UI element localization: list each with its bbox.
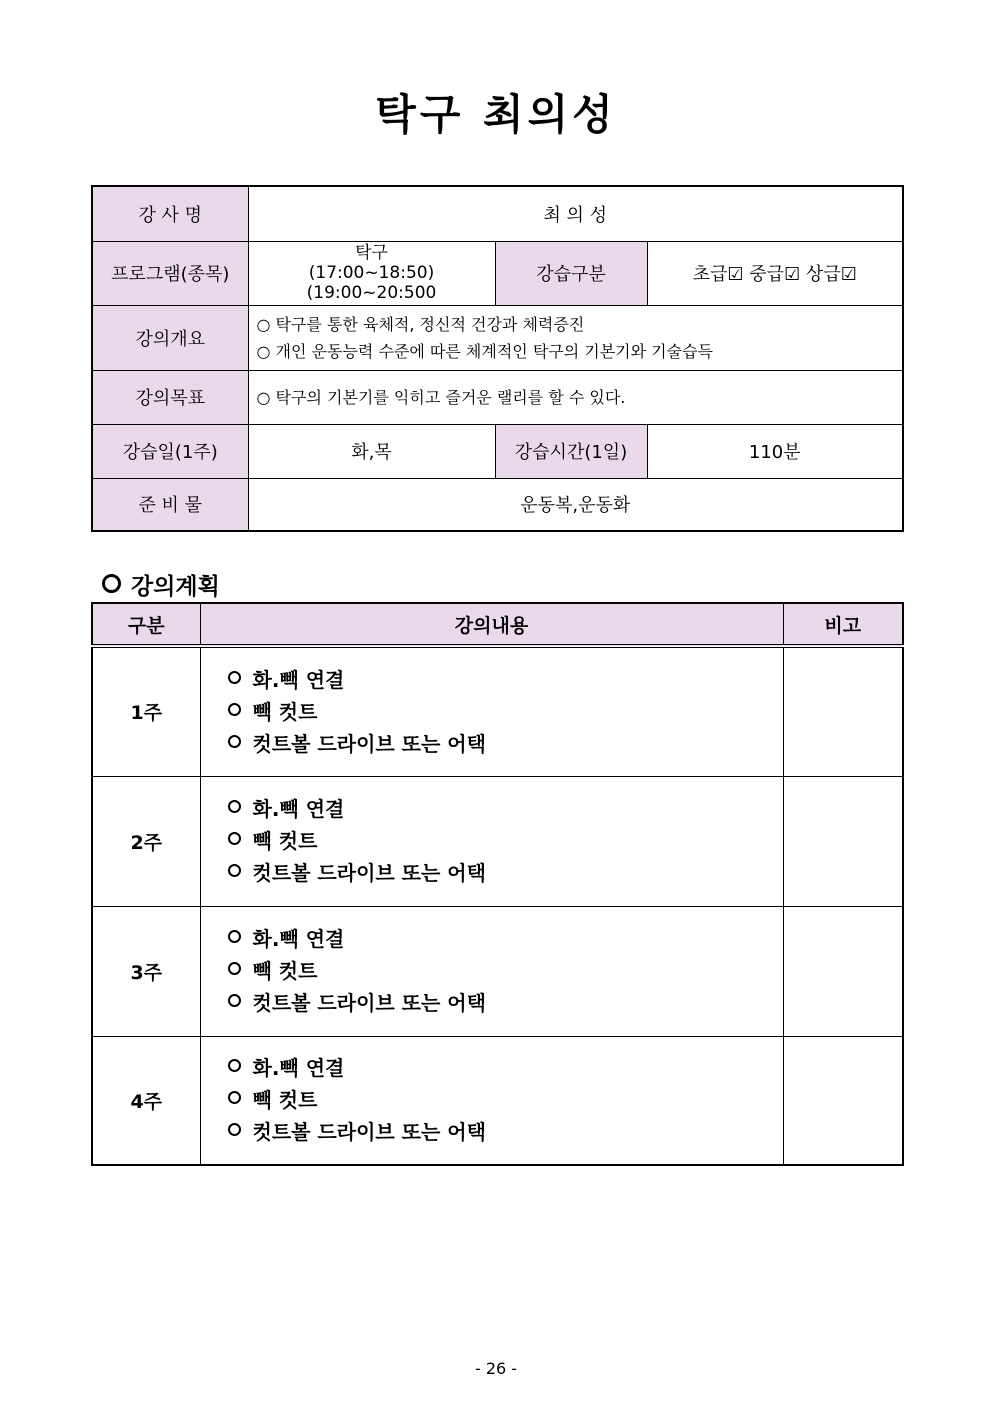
section-title-text: 강의계획 xyxy=(131,574,220,600)
week-label: 3주 xyxy=(92,906,200,1036)
program-line: (19:00~20:500 xyxy=(306,283,437,303)
bullet-icon xyxy=(228,1123,241,1136)
goal-label: 강의목표 xyxy=(92,370,248,424)
bullet-icon xyxy=(228,735,241,748)
goal-value: ○ 탁구의 기본기를 익히고 즐거운 랠리를 할 수 있다. xyxy=(248,370,903,424)
program-line: (17:00~18:50) xyxy=(308,263,435,283)
week-label: 1주 xyxy=(92,646,200,776)
lesson-item: 컷트볼 드라이브 또는 어택 xyxy=(228,857,782,889)
lesson-plan-table xyxy=(91,602,904,1166)
week-content xyxy=(200,906,783,1036)
bullet-icon xyxy=(228,930,241,943)
level-value: 초급☑ 중급☑ 상급☑ xyxy=(647,241,903,305)
lesson-item: 컷트볼 드라이브 또는 어택 xyxy=(228,728,782,760)
lesson-item: 화.빽 연결 xyxy=(228,793,782,825)
week-label: 4주 xyxy=(92,1036,200,1165)
week-note xyxy=(783,1036,903,1165)
overview-line: ○ 탁구를 통한 육체적, 정신적 건강과 체력증진 xyxy=(256,314,585,334)
week-note xyxy=(783,906,903,1036)
table-row xyxy=(92,906,903,1036)
course-info-table xyxy=(91,185,904,532)
week-note xyxy=(783,646,903,776)
overview-value xyxy=(248,305,903,370)
supplies-value: 운동복,운동화 xyxy=(248,478,903,531)
bullet-icon xyxy=(228,1059,241,1072)
supplies-label: 준 비 물 xyxy=(92,478,248,531)
table-row xyxy=(92,1036,903,1165)
lesson-item: 빽 컷트 xyxy=(228,955,782,987)
page-number: - 26 - xyxy=(474,1359,518,1378)
section-title xyxy=(102,568,220,601)
week-content xyxy=(200,1036,783,1165)
overview-line: ○ 개인 운동능력 수준에 따른 체계적인 탁구의 기본기와 기술습득 xyxy=(256,341,714,361)
days-label: 강습일(1주) xyxy=(92,424,248,478)
bullet-icon xyxy=(228,864,241,877)
table-row xyxy=(92,776,903,906)
lesson-item: 빽 컷트 xyxy=(228,825,782,857)
lesson-item: 화.빽 연결 xyxy=(228,1052,782,1084)
program-value xyxy=(248,241,495,305)
lesson-item: 빽 컷트 xyxy=(228,1084,782,1116)
time-value: 110분 xyxy=(647,424,903,478)
program-line: 탁구 xyxy=(355,243,388,263)
lesson-item: 빽 컷트 xyxy=(228,696,782,728)
bullet-icon xyxy=(228,800,241,813)
bullet-icon xyxy=(228,962,241,975)
time-label: 강습시간(1일) xyxy=(495,424,647,478)
bullet-icon xyxy=(228,832,241,845)
lesson-item: 컷트볼 드라이브 또는 어택 xyxy=(228,1116,782,1148)
page-title: 탁구 최의성 xyxy=(375,90,617,139)
instructor-label: 강 사 명 xyxy=(92,186,248,241)
days-value: 화,목 xyxy=(248,424,495,478)
bullet-icon xyxy=(228,1091,241,1104)
lesson-item: 컷트볼 드라이브 또는 어택 xyxy=(228,987,782,1019)
program-label: 프로그램(종목) xyxy=(92,241,248,305)
table-row xyxy=(92,646,903,776)
week-note xyxy=(783,776,903,906)
week-content xyxy=(200,776,783,906)
bullet-icon xyxy=(228,994,241,1007)
header-category: 구분 xyxy=(92,603,200,646)
instructor-value: 최 의 성 xyxy=(248,186,903,241)
week-label: 2주 xyxy=(92,776,200,906)
lesson-item: 화.빽 연결 xyxy=(228,923,782,955)
week-content xyxy=(200,646,783,776)
overview-label: 강의개요 xyxy=(92,305,248,370)
header-note: 비고 xyxy=(783,603,903,646)
circle-bullet-icon xyxy=(102,574,121,593)
bullet-icon xyxy=(228,671,241,684)
bullet-icon xyxy=(228,703,241,716)
level-label: 강습구분 xyxy=(495,241,647,305)
lesson-item: 화.빽 연결 xyxy=(228,664,782,696)
header-content: 강의내용 xyxy=(200,603,783,646)
